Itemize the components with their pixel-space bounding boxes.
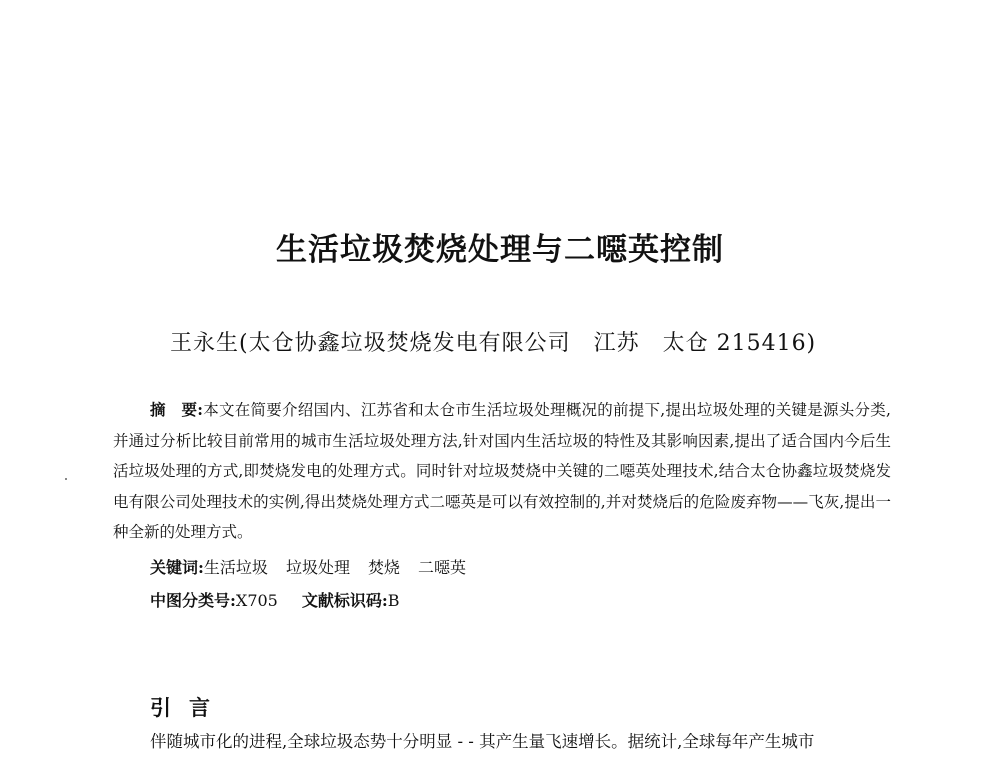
clc-value: X705 — [235, 591, 278, 610]
author-affiliation: 王永生(太仓协鑫垃圾焚烧发电有限公司 江苏 太仓 215416) — [170, 331, 817, 356]
section-heading: 引言 — [150, 695, 228, 720]
doc-code-label: 文献标识码: — [301, 591, 388, 610]
abstract-text: 本文在简要介绍国内、江苏省和太仓市生活垃圾处理概况的前提下,提出垃圾处理的关键是源头分类,并通过分析比较目前常用的城市生活垃圾处理方法,针对国内生活垃圾的特性及其影响因素,提出了适合国内今后生活垃圾处理的方式,即焚烧发电的处理方式。同时针对垃圾焚烧中关键的二噁英处理技术,结合太仓协鑫垃圾焚烧发电有限公司处理技术的实例,得出焚烧处理方式二噁英是可以有效控制的,并对焚烧后的危险废弃物——飞灰,提出一种全新的处理方式。 — [113, 401, 891, 541]
paper-title: 生活垃圾焚烧处理与二噁英控制 — [276, 232, 724, 268]
clc-label: 中图分类号: — [150, 591, 236, 610]
keyword-item: 生活垃圾 — [203, 558, 268, 577]
keywords-label: 关键词: — [150, 558, 204, 577]
scan-artifact — [65, 478, 67, 480]
doc-code-value: B — [387, 591, 400, 610]
classification-line — [150, 588, 400, 611]
keyword-item: 垃圾处理 — [285, 558, 350, 577]
keyword-item: 焚烧 — [367, 558, 400, 577]
keywords-line — [150, 555, 484, 578]
body-text-line: 伴随城市化的进程,全球垃圾态势十分明显 - - 其产生量飞速增长。据统计,全球每年产生城市 — [150, 732, 815, 751]
abstract-label: 摘 要: — [150, 400, 203, 419]
abstract-paragraph — [113, 395, 891, 548]
keyword-item: 二噁英 — [417, 558, 466, 577]
